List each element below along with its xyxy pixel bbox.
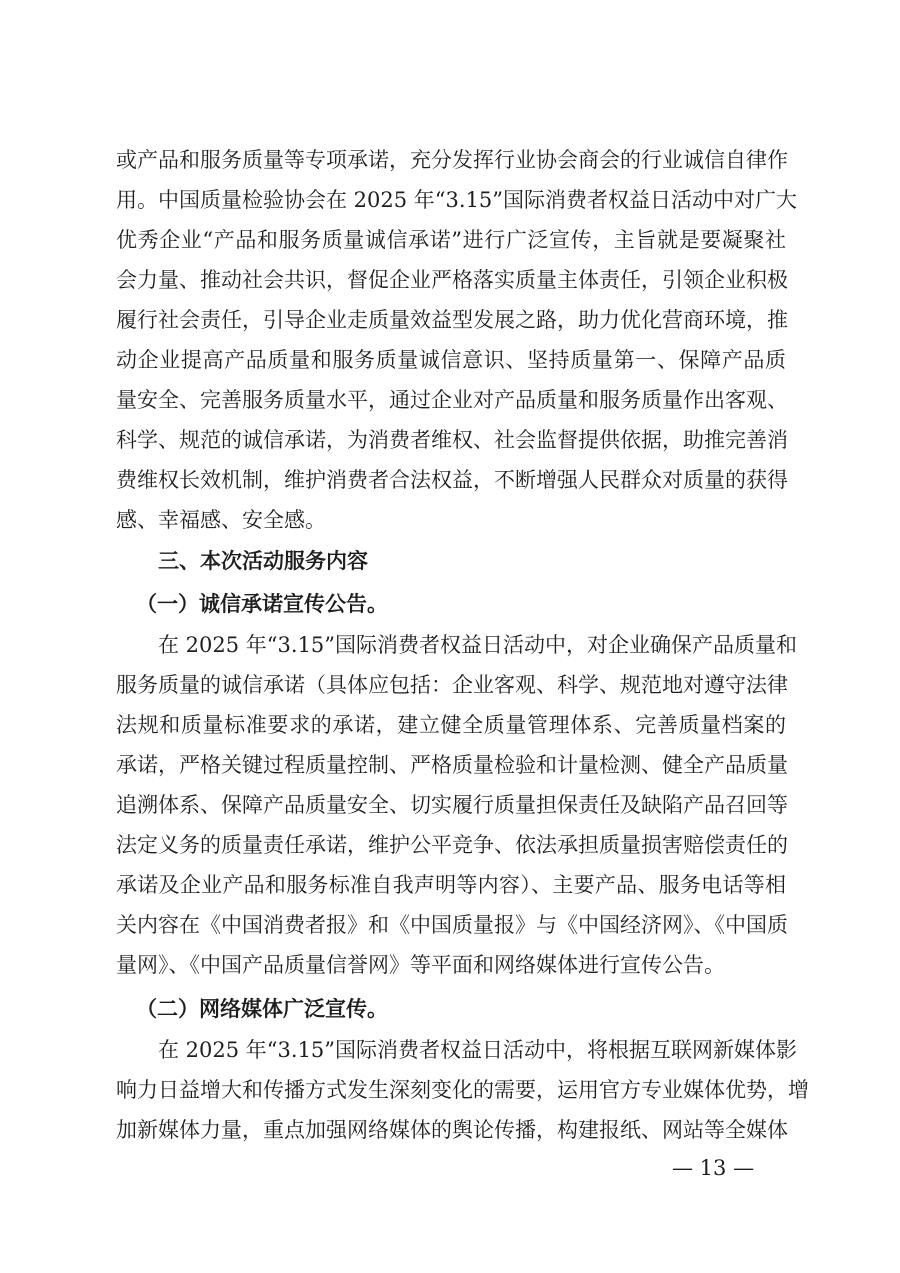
text-line: 用。中国质量检验协会在 2025 年“3.15”国际消费者权益日活动中对广大 — [116, 188, 798, 212]
text-line: 响力日益增大和传播方式发生深刻变化的需要，运用官方专业媒体优势，增 — [116, 1078, 809, 1102]
text-line: 或产品和服务质量等专项承诺，充分发挥行业协会商会的行业诚信自律作 — [116, 148, 788, 172]
text-line: 会力量、推动社会共识，督促企业严格落实质量主体责任，引领企业积极 — [116, 268, 788, 292]
text-line: 承诺及企业产品和服务标准自我声明等内容）、主要产品、服务电话等相 — [116, 873, 786, 897]
text-line: 在 2025 年“3.15”国际消费者权益日活动中，对企业确保产品质量和 — [158, 633, 798, 657]
text-line: 量安全、完善服务质量水平，通过企业对产品质量和服务质量作出客观、 — [116, 388, 788, 412]
text-line: 服务质量的诚信承诺（具体应包括：企业客观、科学、规范地对遵守法律 — [116, 673, 788, 697]
text-line: 履行社会责任，引导企业走质量效益型发展之路，助力优化营商环境，推 — [116, 308, 788, 332]
section-heading: 三、本次活动服务内容 — [158, 548, 368, 573]
text-line: 法规和质量标准要求的承诺，建立健全质量管理体系、完善质量档案的 — [116, 713, 786, 737]
subheading: （一）诚信承诺宣传公告。 — [136, 591, 388, 616]
text-line: 追溯体系、保障产品质量安全、切实履行质量担保责任及缺陷产品召回等 — [116, 793, 788, 817]
text-line: 量网》、《中国产品质量信誉网》等平面和网络媒体进行宣传公告。 — [116, 953, 725, 977]
text-line: 动企业提高产品质量和服务质量诚信意识、坚持质量第一、保障产品质 — [116, 348, 786, 372]
page-number: — 13 — — [672, 1156, 755, 1180]
text-line: 感、幸福感、安全感。 — [116, 508, 326, 532]
text-line: 承诺，严格关键过程质量控制、严格质量检验和计量检测、健全产品质量 — [116, 753, 788, 777]
subheading: （二）网络媒体广泛宣传。 — [136, 996, 388, 1021]
text-line: 在 2025 年“3.15”国际消费者权益日活动中，将根据互联网新媒体影 — [158, 1038, 798, 1062]
text-line: 法定义务的质量责任承诺，维护公平竞争、依法承担质量损害赔偿责任的 — [116, 833, 788, 857]
text-line: 关内容在《中国消费者报》和《中国质量报》与《中国经济网》、《中国质 — [116, 913, 788, 937]
text-line: 加新媒体力量，重点加强网络媒体的舆论传播，构建报纸、网站等全媒体 — [116, 1118, 788, 1142]
text-line: 费维权长效机制，维护消费者合法权益，不断增强人民群众对质量的获得 — [116, 468, 788, 492]
text-line: 优秀企业“产品和服务质量诚信承诺”进行广泛宣传，主旨就是要凝聚社 — [116, 228, 786, 252]
text-line: 科学、规范的诚信承诺，为消费者维权、社会监督提供依据，助推完善消 — [116, 428, 788, 452]
